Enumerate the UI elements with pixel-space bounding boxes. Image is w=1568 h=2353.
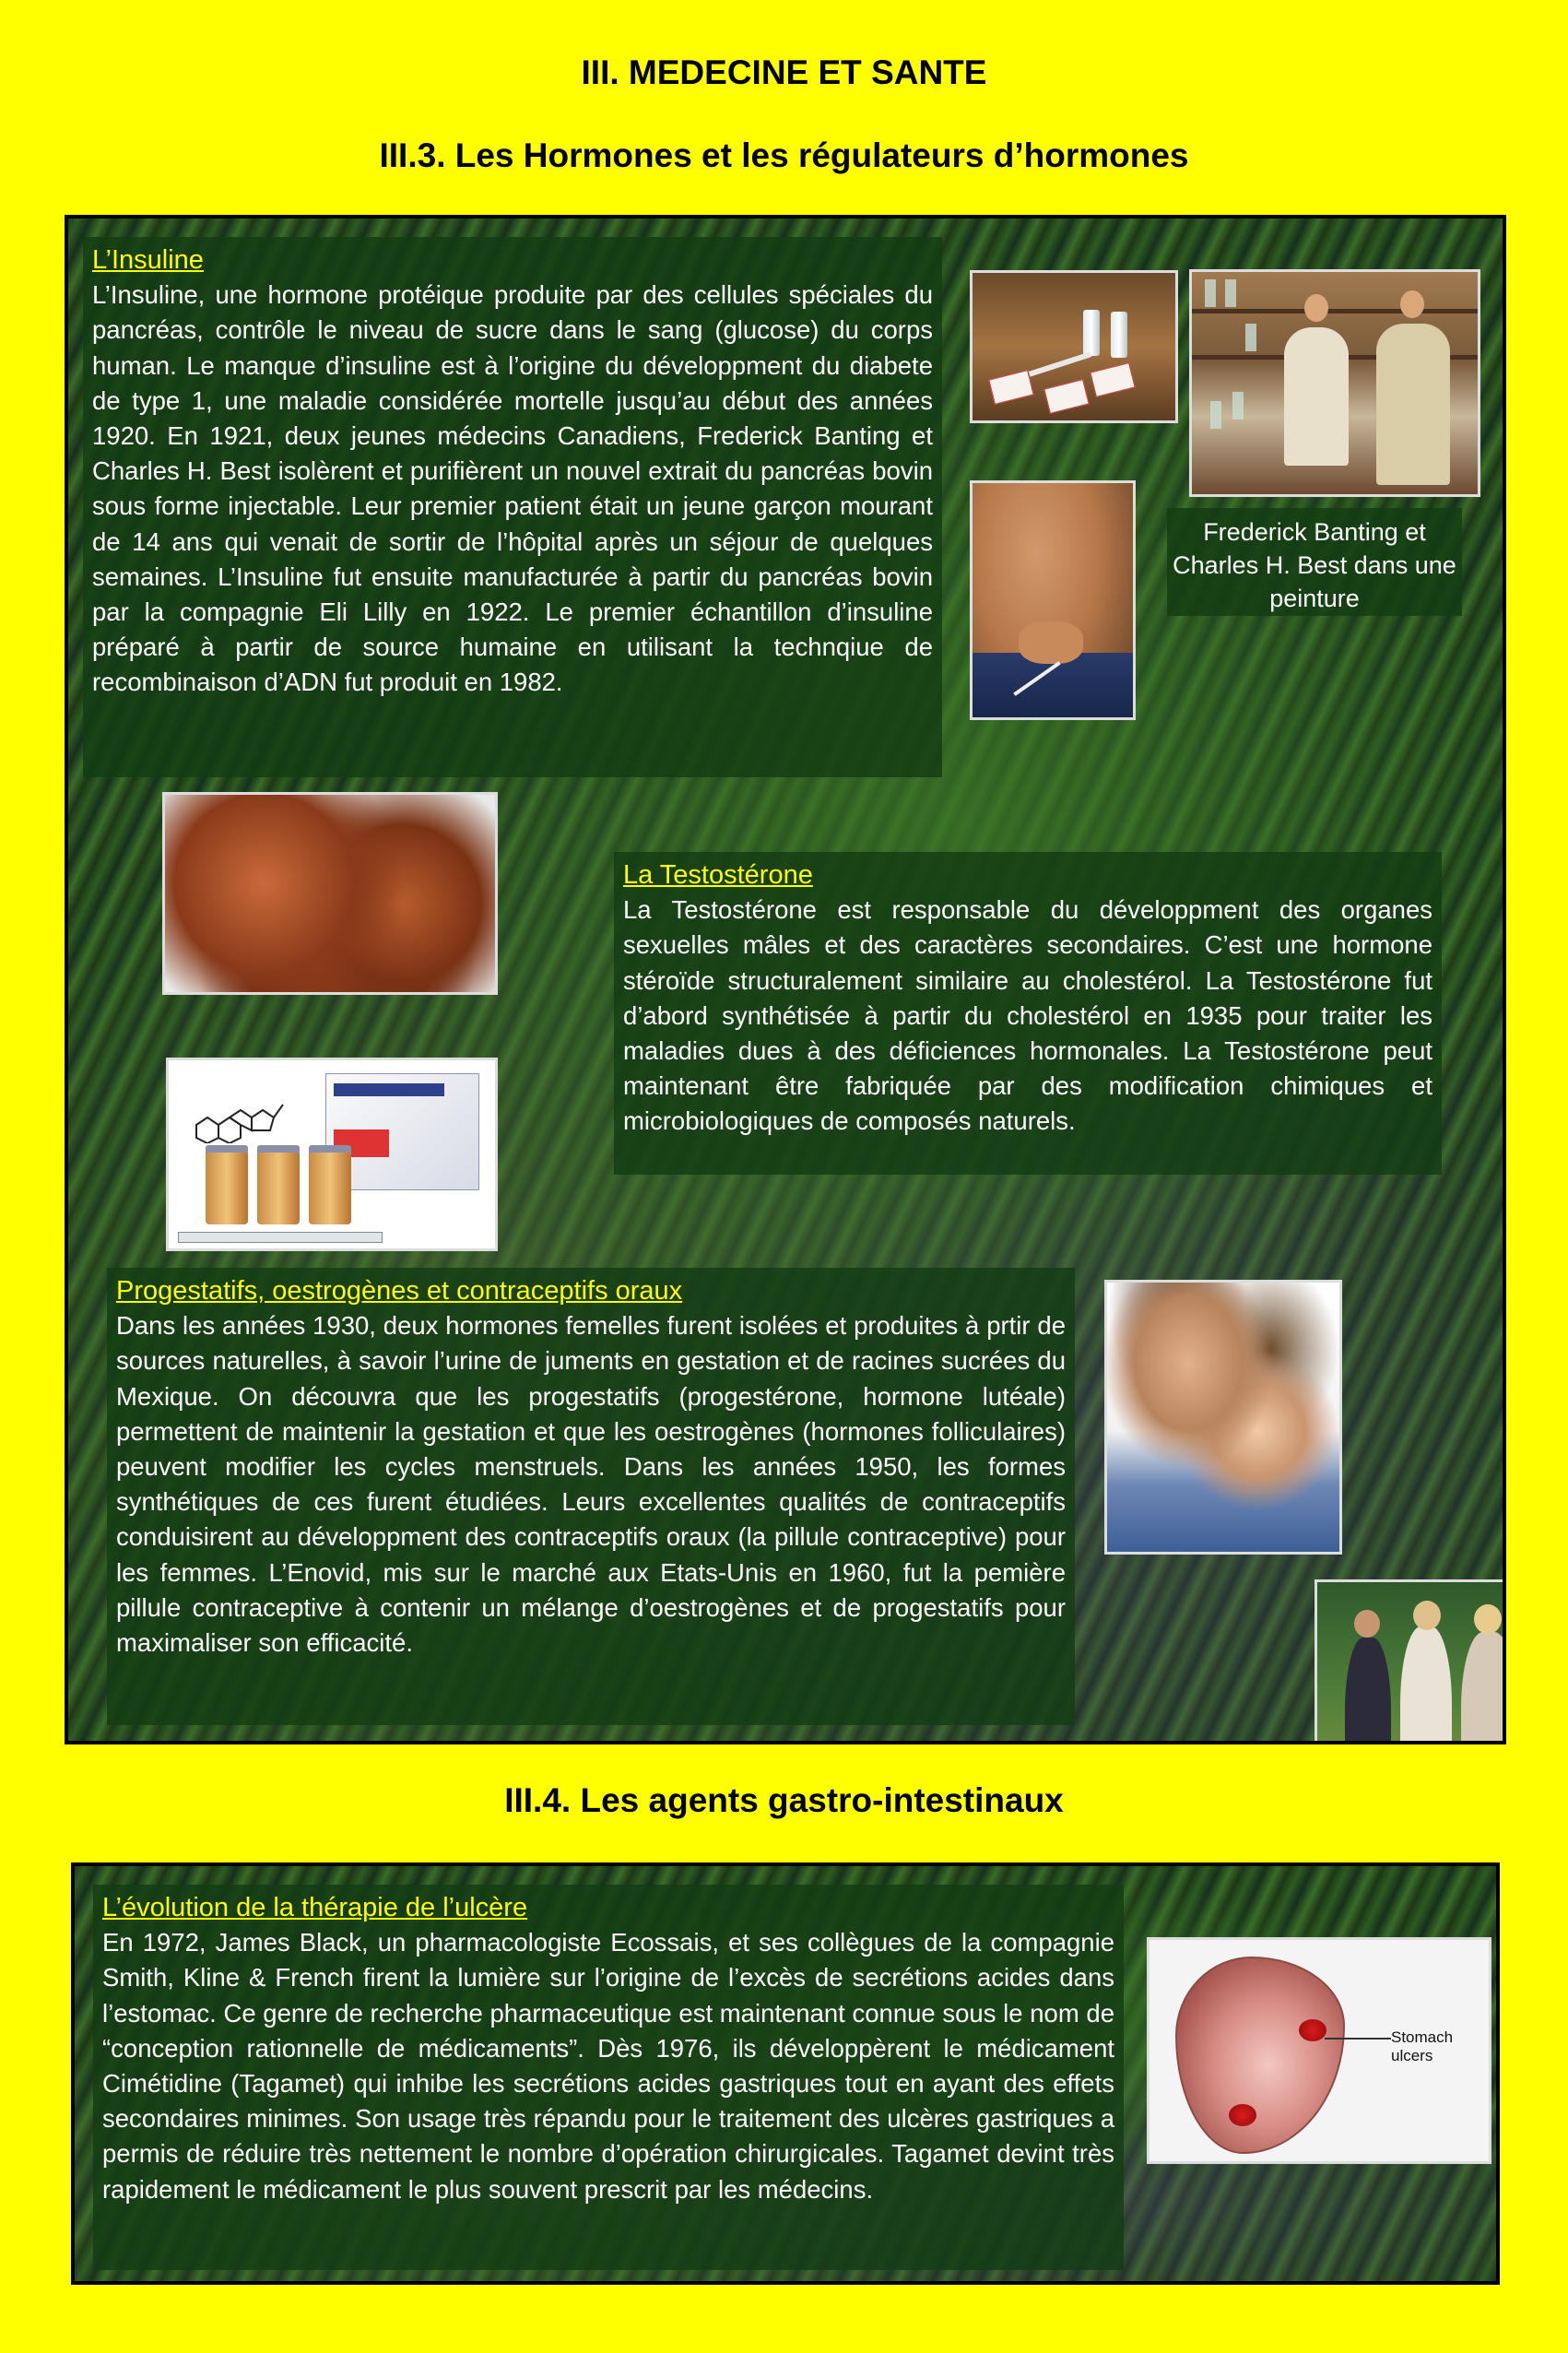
stomach-ulcer-diagram [1147, 1937, 1491, 2164]
testosterone-title: La Testostérone [623, 860, 813, 890]
gastro-panel [71, 1862, 1500, 2285]
contraceptives-body: Dans les années 1930, deux hormones femelles furent isolées et produites à prtir de sources naturelles, à savoir l’urine de juments en gestation et de racines sucrées du Mexique. On découvra que les progestatifs (progestérone, hormone lutéale) permettent de maintenir la gestation et que les oestrogènes (hormones folliculaires) peuvent modifier les cycles menstruels. Dans les années 1950, les formes synthétiques de ces furent étudiées. Leurs excellentes qualités de contraceptifs conduisirent au développment des contraceptifs oraux (la pillule contraceptive) pour les femmes. L’Enovid, mis sur le marché aux Etats-Unis en 1960, fut la pemière pillule contraceptive à contenir un mélange d’oestrogènes et de progestatifs pour maximaliser son efficacité. [116, 1311, 1066, 1658]
steroid-medication-photo [166, 1058, 498, 1251]
testosterone-body: La Testostérone est responsable du développment des organes sexuelles mâles et des caractères secondaires. C’est une hormone stéroïde structuralement similaire au cholestérol. La Testostérone fut d’abord synthétisée à partir du cholestérol en 1935 pour traiter les maladies dues à des déficiences hormonales. La Testostérone peut maintenant être fabriquée par des modification chimiques et microbiologiques de composés naturels. [623, 895, 1432, 1136]
painting-caption: Frederick Banting et Charles H. Best dans une peinture [1167, 508, 1462, 616]
steroid-structure-icon [187, 1079, 316, 1143]
ulcer-title: L’évolution de la thérapie de l’ulcère [102, 1893, 528, 1922]
section-heading-hormones: III.3. Les Hormones et les régulateurs d’hormones [379, 136, 1189, 174]
ulcer-body: En 1972, James Black, un pharmacologiste Ecossais, et ses collègues de la compagnie Smith, Kline & French firent la lumière sur l’origine de l’excès de secrétions acides dans l’estomac. Ce genre de recherche pharmaceutique est maintenant connue sous le nom de “conception rationnelle de médicaments”. Dès 1976, ils développèrent le médicament Cimétidine (Tagamet) qui inhibe les secrétions acides gastriques tout en ayant des effets secondaires minimes. Son usage très répandu pour le traitement des ulcères gastriques a permis de réduire très nettement le nombre d’opération chirurgicales. Tagamet devint très rapidement le médicament le plus souvent prescrit par les médecins. [102, 1928, 1114, 2204]
page-title: III. MEDECINE ET SANTE [581, 53, 987, 91]
pregnant-women-photo [1315, 1579, 1506, 1744]
hormones-panel [65, 215, 1506, 1744]
insulin-vials-photo [970, 270, 1178, 423]
insulin-body: L’Insuline, une hormone protéique produite par des cellules spéciales du pancréas, contrôle le niveau de sucre dans le sang (glucose) du corps human. Le manque d’insuline est à l’origine du développment du diabete de type 1, une maladie considérée mortelle jusqu’au début des années 1920. En 1921, deux jeunes médecins Canadiens, Frederick Banting et Charles H. Best isolèrent et purifièrent un nouvel extrait du pancréas bovin sous forme injectable. Leur premier patient était un jeune garçon mourant de 14 ans qui venait de sortir de l’hôpital après un séjour de quelques semaines. L’Insuline fut ensuite manufacturée à partir du pancréas bovin par la compagnie Eli Lilly en 1922. Le premier échantillon d’insuline préparé à partir de source humaine en utilisant la technqiue de recombinaison d’ADN fut produit en 1982. [92, 280, 933, 697]
section-heading-gastro: III.4. Les agents gastro-intestinaux [504, 1781, 1064, 1819]
bodybuilder-photo [162, 792, 498, 995]
insulin-title: L’Insuline [92, 245, 204, 275]
banting-best-painting [1189, 269, 1480, 497]
ulcer-textbox [93, 1885, 1124, 2270]
stomach-ulcers-label: Stomach ulcers [1391, 2028, 1454, 2064]
couple-photo [1104, 1280, 1342, 1555]
testosterone-textbox [614, 852, 1442, 1175]
contraceptives-title: Progestatifs, oestrogènes et contraceptifs oraux [116, 1276, 683, 1306]
contraceptives-textbox [107, 1268, 1075, 1725]
insulin-injection-photo [970, 480, 1136, 720]
insulin-textbox [83, 237, 942, 777]
